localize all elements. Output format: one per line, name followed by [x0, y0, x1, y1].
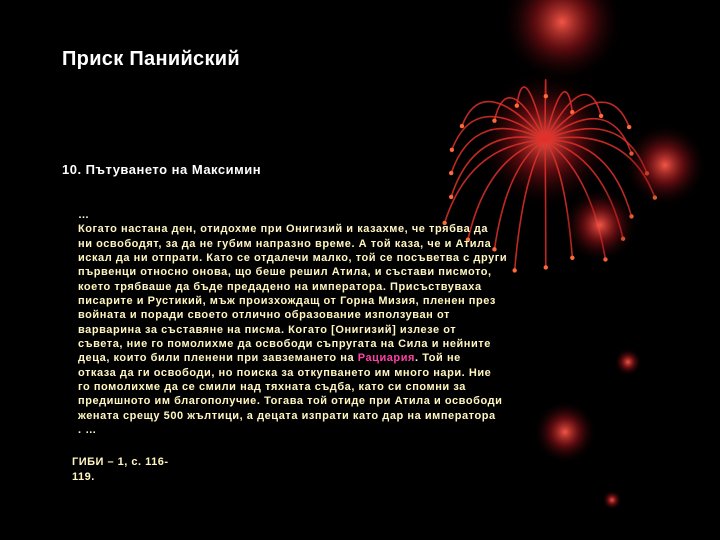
citation-line: ГИБИ – 1, с. 116- [72, 456, 169, 468]
glow-orb [500, 0, 624, 84]
glow-orb [602, 490, 622, 510]
text-line: войната и поради своето отлично образование използуван от [78, 309, 450, 322]
text-line: . … [78, 424, 97, 437]
burst-spark [450, 148, 454, 152]
burst-spark [627, 125, 631, 129]
glow-orb [623, 123, 707, 207]
slide-title: Приск Панийский [62, 48, 240, 70]
text-line: съвета, ние го помолихме да освободи съпругата на Сила и нейните [78, 338, 491, 351]
text-segment: . Той не [414, 352, 461, 365]
burst-ray [545, 80, 546, 140]
burst-spark [449, 195, 453, 199]
burst-spark [449, 171, 453, 175]
text-line: го помолихме да се смили над тяхната съдба, като си спомни за [78, 381, 466, 394]
text-line: … [78, 209, 90, 221]
text-line: ни освободят, за да не губим напразно време. А той каза, че и Атила [78, 237, 492, 250]
text-line: Когато настана ден, отидохме при Онигизий и казахме, че трябва да [78, 223, 489, 236]
slide-subtitle: 10. Пътуването на Максимин [62, 162, 262, 177]
text-line: писарите и Рустикий, мъж произхождащ от Горна Мизия, пленен през [78, 295, 496, 308]
text-line: варварина за съставяне на писма. Когато [Онигизий] излезе от [78, 323, 457, 336]
quote-text [78, 208, 598, 438]
text-line: което трябваше да бъде предадено на императора. Присъствуваха [78, 280, 482, 293]
burst-spark [460, 124, 464, 128]
text-line [78, 351, 598, 365]
burst-spark [544, 94, 548, 98]
burst-spark [515, 104, 519, 108]
text-line: първенци относно онова, що беше решил Атила, и състави писмото, [78, 266, 492, 279]
text-line: искал да ни отпрати. Като се отдалечи малко, той се посъветва с други [78, 252, 508, 265]
text-line: отказа да ги освободи, но поиска за откупването им много нари. Ние [78, 366, 492, 379]
ratsiaria-link[interactable]: Рациария [357, 352, 415, 365]
text-line: жената срещу 500 жълтици, а децата изпрати като дар на императора [78, 409, 496, 422]
text-line: предишното им благополучие. Тогава той отиде при Атила и освободи [78, 395, 503, 408]
source-citation [72, 455, 169, 485]
citation-line: 119. [72, 471, 95, 483]
burst-spark [492, 118, 496, 122]
text-segment: деца, които били пленени при завземането на [78, 352, 358, 365]
burst-spark [599, 114, 603, 118]
glow-orb [614, 348, 642, 376]
